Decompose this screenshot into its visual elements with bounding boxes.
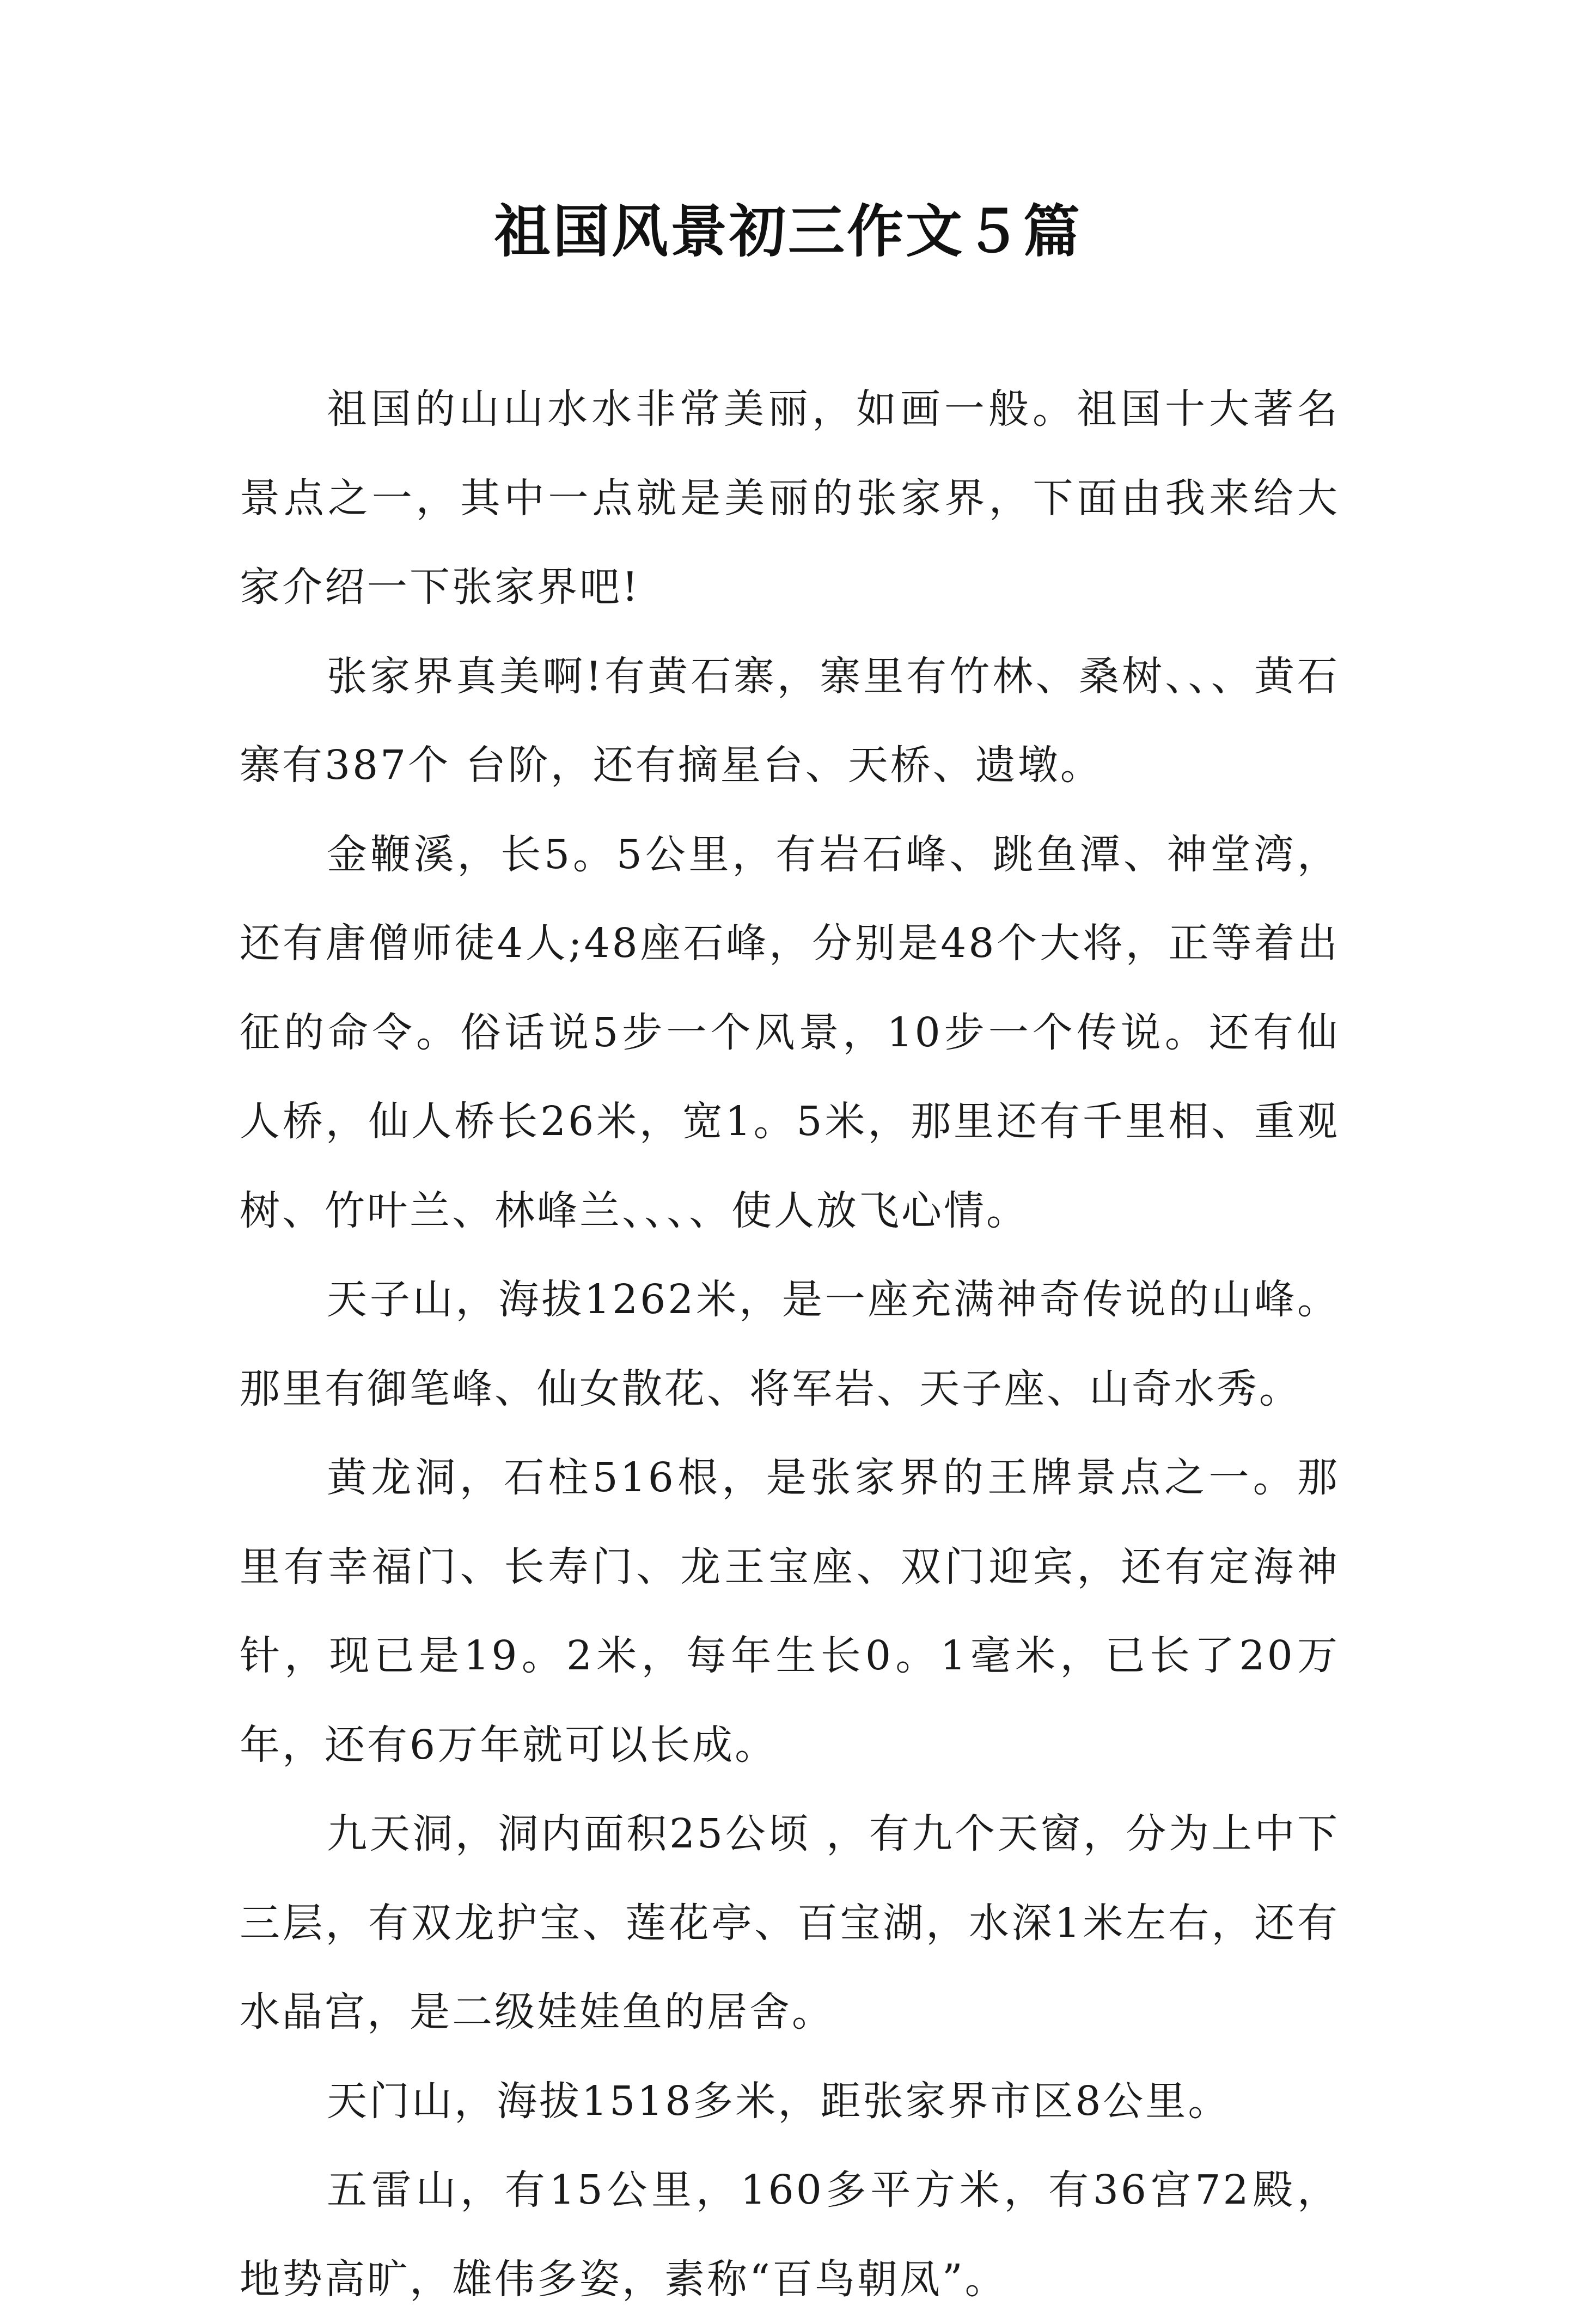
paragraph: 五雷山，有15公里，160多平方米，有36宫72殿，地势高旷，雄伟多姿，素称“百鸟朝凤”。 [240, 2167, 1340, 2303]
paragraph: 天子山，海拔1262米，是一座充满神奇传说的山峰。那里有御笔峰、仙女散花、将军岩、天子座、山奇水秀。 [240, 1276, 1340, 1412]
paragraph: 黄龙洞，石柱516根，是张家界的王牌景点之一。那里有幸福门、长寿门、龙王宝座、双门迎宾，还有定海神针，现已是19。2米，每年生长0。1毫米，已长了20万年，还有6万年就可以长成。 [240, 1454, 1340, 1768]
document-body [240, 365, 1340, 2324]
paragraph: 天门山，海拔1518多米，距张家界市区8公里。 [327, 2077, 1231, 2125]
paragraph: 九天洞，洞内面积25公顷 ，有九个天窗，分为上中下三层，有双龙护宝、莲花亭、百宝湖，水深1米左右，还有水晶宫，是二级娃娃鱼的居舍。 [240, 1810, 1340, 2035]
paragraph: 金鞭溪，长5。5公里，有岩石峰、跳鱼潭、神堂湾，还有唐僧师徒4人;48座石峰，分别是48个大将，正等着出征的命令。俗话说5步一个风景，10步一个传说。还有仙人桥，仙人桥长26米，宽1。5米，那里还有千里相、重观树、竹叶兰、林峰兰、、、、使人放飞心情。 [240, 831, 1340, 1234]
paragraph: 张家界真美啊!有黄石寨，寨里有竹林、桑树、、、黄石寨有387个 台阶，还有摘星台、天桥、遗墩。 [240, 652, 1340, 789]
paragraph: 祖国的山山水水非常美丽，如画一般。祖国十大著名景点之一，其中一点就是美丽的张家界，下面由我来给大家介绍一下张家界吧! [240, 386, 1340, 611]
document-title: 祖国风景初三作文５篇 [493, 198, 1082, 265]
